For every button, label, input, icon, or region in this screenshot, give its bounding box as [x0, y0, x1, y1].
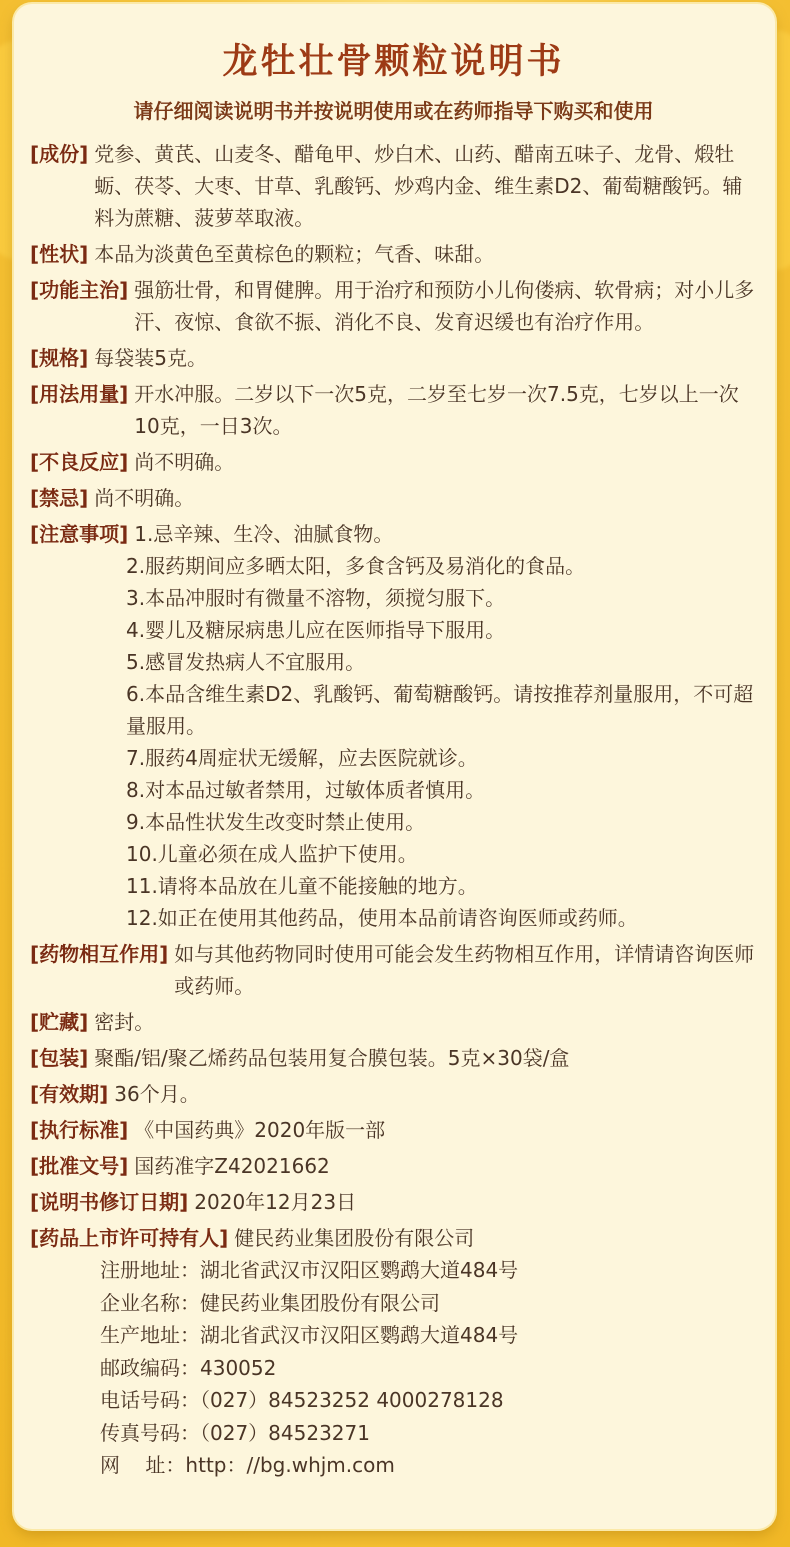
- holder-registered-address: 注册地址：湖北省武汉市汉阳区鹦鹉大道484号: [100, 1258, 519, 1282]
- section-text: 党参、黄芪、山麦冬、醋龟甲、炒白术、山药、醋南五味子、龙骨、煅牡蛎、茯苓、大枣、甘草、乳酸钙、炒鸡内金、维生素D2、葡萄糖酸钙。辅料为蔗糖、菠萝萃取液。: [94, 142, 743, 230]
- section-label: [禁忌]: [30, 486, 89, 510]
- section-holder: [30, 1222, 757, 1254]
- section-adverse: [30, 446, 757, 478]
- section-indications: [30, 274, 757, 338]
- section-text: 密封。: [94, 1010, 155, 1034]
- section-label: [药物相互作用]: [30, 942, 169, 966]
- section-text: 强筋壮骨，和胃健脾。用于治疗和预防小儿佝偻病、软骨病；对小儿多汗、夜惊、食欲不振、消化不良、发育迟缓也有治疗作用。: [134, 278, 755, 334]
- section-text: 国药准字Z42021662: [134, 1154, 330, 1178]
- section-label: [有效期]: [30, 1082, 109, 1106]
- precautions-list: [30, 550, 757, 934]
- holder-details: [30, 1254, 757, 1482]
- section-label: [规格]: [30, 346, 89, 370]
- section-label: [批准文号]: [30, 1154, 129, 1178]
- section-text: 尚不明确。: [94, 486, 195, 510]
- section-dosage: [30, 378, 757, 442]
- section-precautions: [30, 518, 757, 550]
- holder-production-address: 生产地址：湖北省武汉市汉阳区鹦鹉大道484号: [100, 1323, 519, 1347]
- section-packaging: [30, 1042, 757, 1074]
- section-text: 开水冲服。二岁以下一次5克，二岁至七岁一次7.5克，七岁以上一次10克，一日3次。: [134, 382, 739, 438]
- holder-company-name: 企业名称：健民药业集团股份有限公司: [100, 1290, 440, 1315]
- precaution-item: 5.感冒发热病人不宜服用。: [126, 650, 366, 674]
- section-text: 每袋装5克。: [94, 346, 208, 370]
- section-label: [注意事项]: [30, 522, 129, 546]
- section-validity: [30, 1078, 757, 1110]
- section-label: [用法用量]: [30, 382, 129, 406]
- section-interactions: [30, 938, 757, 1002]
- precaution-item: 11.请将本品放在儿童不能接触的地方。: [126, 874, 478, 898]
- section-text: 聚酯/铝/聚乙烯药品包装用复合膜包装。5克×30袋/盒: [94, 1046, 570, 1070]
- section-approval: [30, 1150, 757, 1182]
- holder-phone: 电话号码：（027）84523252 4000278128: [100, 1388, 504, 1412]
- section-label: [成份]: [30, 142, 89, 166]
- section-standard: [30, 1114, 757, 1146]
- precaution-item: 3.本品冲服时有微量不溶物，须搅匀服下。: [126, 586, 506, 610]
- section-label: [性状]: [30, 242, 89, 266]
- precaution-item: 9.本品性状发生改变时禁止使用。: [126, 810, 426, 834]
- precaution-item: 12.如正在使用其他药品，使用本品前请咨询医师或药师。: [126, 906, 638, 930]
- page-title: 龙牡壮骨颗粒说明书: [222, 42, 565, 82]
- precaution-item: 6.本品含维生素D2、乳酸钙、葡萄糖酸钙。请按推荐剂量服用，不可超量服用。: [126, 682, 754, 738]
- section-text: 本品为淡黄色至黄棕色的颗粒；气香、味甜。: [94, 242, 495, 266]
- section-ingredients: [30, 138, 757, 234]
- holder-postal-code: 邮政编码：430052: [100, 1355, 277, 1380]
- section-properties: [30, 238, 757, 270]
- section-text: 《中国药典》2020年版一部: [134, 1118, 386, 1142]
- section-revision: [30, 1186, 757, 1218]
- section-label: [功能主治]: [30, 278, 129, 302]
- section-storage: [30, 1006, 757, 1038]
- section-text: 2020年12月23日: [194, 1190, 357, 1214]
- section-label: [不良反应]: [30, 450, 129, 474]
- section-label: [执行标准]: [30, 1118, 129, 1142]
- precaution-item: 8.对本品过敏者禁用，过敏体质者慎用。: [126, 778, 486, 802]
- holder-website: 网 址：http：//bg.whjm.com: [100, 1453, 395, 1477]
- section-spec: [30, 342, 757, 374]
- precaution-item: 2.服药期间应多晒太阳，多食含钙及易消化的食品。: [126, 554, 586, 578]
- leaflet-card: [14, 4, 775, 1529]
- precaution-item: 4.婴儿及糖尿病患儿应在医师指导下服用。: [126, 618, 506, 642]
- holder-fax: 传真号码：（027）84523271: [100, 1420, 370, 1445]
- section-text: 如与其他药物同时使用可能会发生药物相互作用，详情请咨询医师或药师。: [174, 942, 755, 998]
- section-label: [贮藏]: [30, 1010, 89, 1034]
- section-label: [说明书修订日期]: [30, 1190, 189, 1214]
- page-subtitle: 请仔细阅读说明书并按说明使用或在药师指导下购买和使用: [133, 99, 654, 123]
- precaution-item: 7.服药4周症状无缓解，应去医院就诊。: [126, 746, 478, 770]
- section-label: [包装]: [30, 1046, 89, 1070]
- section-text: 36个月。: [114, 1082, 200, 1106]
- precaution-item: 1.忌辛辣、生冷、油腻食物。: [134, 522, 394, 546]
- section-text: 健民药业集团股份有限公司: [234, 1226, 475, 1250]
- precaution-item: 10.儿童必须在成人监护下使用。: [126, 842, 418, 866]
- section-text: 尚不明确。: [134, 450, 235, 474]
- section-contraindications: [30, 482, 757, 514]
- section-label: [药品上市许可持有人]: [30, 1226, 229, 1250]
